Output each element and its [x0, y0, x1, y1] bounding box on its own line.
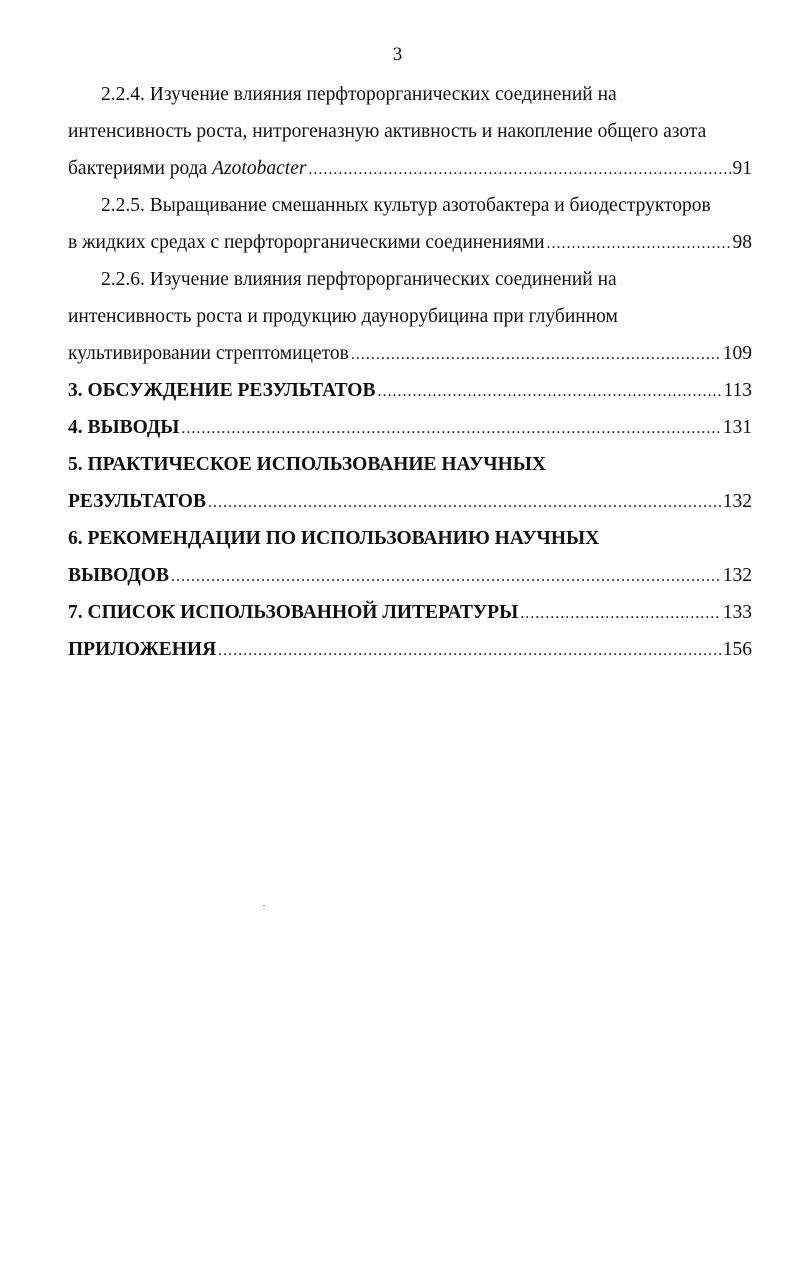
leader-dots	[181, 410, 720, 447]
toc-entry-title: 5. ПРАКТИЧЕСКОЕ ИСПОЛЬЗОВАНИЕ НАУЧНЫХ	[68, 454, 546, 475]
toc-page-number: 98	[732, 232, 752, 253]
leader-dots	[171, 558, 721, 595]
toc-entry-appendices[interactable]	[68, 631, 752, 668]
leader-dots	[520, 595, 721, 632]
toc-entry-7[interactable]	[68, 594, 752, 631]
toc-entry-italic-term: Azotobacter	[212, 158, 307, 179]
toc-entry-2-2-4-line-1	[68, 76, 752, 113]
toc-entry-2-2-5-line-2[interactable]	[68, 224, 752, 261]
toc-entry-text: 2.2.5. Выращивание смешанных культур азотобактера и биодеструкторов	[101, 195, 711, 216]
leader-dots	[377, 373, 721, 410]
toc-entry-title: ВЫВОДОВ	[68, 565, 169, 586]
toc-page-number: 156	[722, 639, 752, 660]
scan-speck	[263, 905, 265, 906]
leader-dots	[208, 484, 721, 521]
toc-entry-3[interactable]	[68, 372, 752, 409]
toc-entry-5-line-1	[68, 446, 752, 483]
toc-entry-text: культивировании стрептомицетов	[68, 343, 349, 364]
toc-entry-5-line-2[interactable]	[68, 483, 752, 520]
toc-entry-title: 4. ВЫВОДЫ	[68, 417, 180, 438]
leader-dots	[351, 336, 721, 373]
toc-page-number: 133	[722, 602, 752, 623]
toc-entry-text-part: бактериями рода	[68, 158, 213, 179]
toc-entry-text: интенсивность роста, нитрогеназную активность и накопление общего азота	[68, 121, 707, 142]
leader-dots	[308, 151, 730, 188]
toc-page-number: 131	[722, 417, 752, 438]
toc-entry-2-2-4-line-3[interactable]	[68, 150, 752, 187]
toc-entry-text: в жидких средах с перфторорганическими соединениями	[68, 232, 545, 253]
leader-dots	[218, 632, 721, 669]
toc-entry-title: 6. РЕКОМЕНДАЦИИ ПО ИСПОЛЬЗОВАНИЮ НАУЧНЫХ	[68, 528, 600, 549]
toc-entry-title: 7. СПИСОК ИСПОЛЬЗОВАННОЙ ЛИТЕРАТУРЫ	[68, 602, 519, 623]
toc-entry-4[interactable]	[68, 409, 752, 446]
table-of-contents	[68, 76, 752, 668]
toc-page-number: 109	[722, 343, 752, 364]
toc-entry-2-2-5-line-1	[68, 187, 752, 224]
toc-entry-2-2-6-line-3[interactable]	[68, 335, 752, 372]
toc-entry-2-2-6-line-1	[68, 261, 752, 298]
toc-entry-text: интенсивность роста и продукцию даунорубицина при глубинном	[68, 306, 618, 327]
toc-page-number: 132	[722, 565, 752, 586]
toc-page-number: 91	[732, 158, 752, 179]
page-number: 3	[392, 44, 403, 65]
toc-entry-title: РЕЗУЛЬТАТОВ	[68, 491, 206, 512]
toc-entry-6-line-1	[68, 520, 752, 557]
toc-page-number: 132	[722, 491, 752, 512]
leader-dots	[547, 225, 731, 262]
toc-entry-title: 3. ОБСУЖДЕНИЕ РЕЗУЛЬТАТОВ	[68, 380, 376, 401]
toc-entry-text: 2.2.6. Изучение влияния перфторорганических соединений на	[101, 269, 617, 290]
toc-page-number: 113	[723, 380, 752, 401]
toc-entry-text: 2.2.4. Изучение влияния перфторорганических соединений на	[101, 84, 617, 105]
toc-entry-title: ПРИЛОЖЕНИЯ	[68, 639, 217, 660]
toc-entry-6-line-2[interactable]	[68, 557, 752, 594]
toc-entry-2-2-6-line-2	[68, 298, 752, 335]
toc-entry-2-2-4-line-2	[68, 113, 752, 150]
toc-entry-text	[68, 150, 306, 187]
